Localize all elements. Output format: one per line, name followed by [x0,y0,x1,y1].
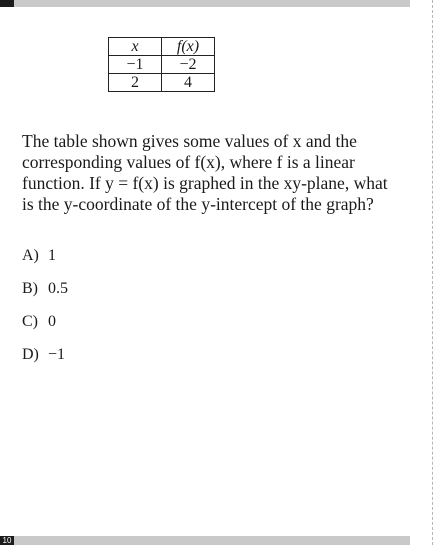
bottom-footer-bar [0,536,410,545]
choice-c[interactable] [22,312,68,345]
choice-letter: A) [22,247,39,264]
answer-choices [22,246,68,378]
table-cell: 4 [162,74,215,92]
table-header-row [109,38,215,56]
right-margin-rule [432,0,433,545]
values-table [108,37,215,92]
question-text: The table shown gives some values of x and the corresponding values of f(x), where f is a linear function. If y = f(x) is graphed in the xy-plane, what is the y-coordinate of the y-intercept of the graph? [22,131,388,214]
choice-value: 0 [48,313,56,330]
table-row [109,74,215,92]
top-header-bar [0,0,410,7]
choice-value: −1 [48,346,66,363]
header-corner-mark [0,0,14,7]
choice-value: 1 [48,247,56,264]
table-cell: −2 [162,56,215,74]
choice-d[interactable] [22,345,68,378]
choice-letter: C) [22,313,38,330]
choice-value: 0.5 [48,280,68,297]
choice-letter: D) [22,346,39,363]
choice-letter: B) [22,280,38,297]
table-cell: 2 [109,74,162,92]
table-cell: −1 [109,56,162,74]
page-number: 10 [0,536,14,545]
table-row [109,56,215,74]
column-header-x: x [109,38,162,56]
column-header-fx: f(x) [162,38,215,56]
choice-a[interactable] [22,246,68,279]
choice-b[interactable] [22,279,68,312]
